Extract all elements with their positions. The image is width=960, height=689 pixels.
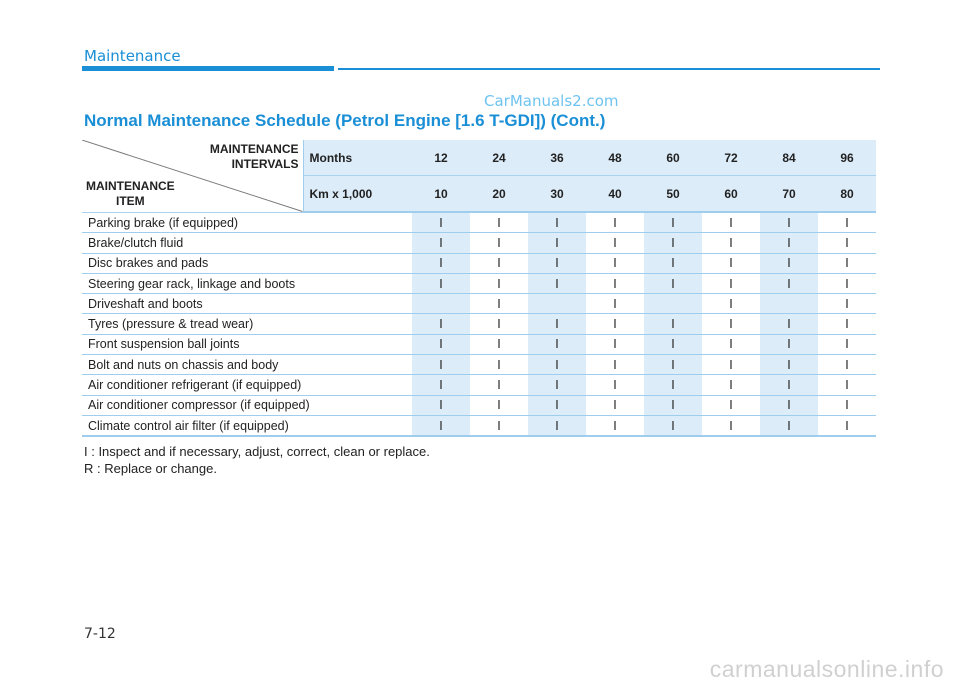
interval-cell: I — [412, 314, 470, 334]
page-number: 7-12 — [84, 626, 116, 642]
item-name-cell: Air conditioner compressor (if equipped) — [82, 395, 412, 415]
interval-cell: I — [760, 415, 818, 436]
maintenance-item-label: MAINTENANCE ITEM — [86, 178, 175, 208]
maintenance-schedule-table — [82, 140, 876, 437]
interval-cell: I — [586, 294, 644, 314]
interval-cell: I — [702, 415, 760, 436]
interval-cell: I — [644, 253, 702, 273]
interval-cell: I — [412, 233, 470, 253]
table-row — [82, 253, 876, 273]
interval-cell: I — [818, 233, 876, 253]
interval-cell: I — [702, 212, 760, 233]
interval-cell: I — [412, 334, 470, 354]
interval-cell: I — [412, 415, 470, 436]
interval-cell: I — [644, 212, 702, 233]
interval-cell: I — [470, 253, 528, 273]
item-name-cell: Brake/clutch fluid — [82, 233, 412, 253]
interval-cell: I — [818, 273, 876, 293]
interval-cell: I — [586, 375, 644, 395]
page-title: Normal Maintenance Schedule (Petrol Engine [1.6 T-GDI]) (Cont.) — [84, 111, 606, 130]
interval-cell: I — [818, 294, 876, 314]
interval-cell: I — [818, 395, 876, 415]
interval-cell: I — [702, 375, 760, 395]
item-name-cell: Steering gear rack, linkage and boots — [82, 273, 412, 293]
table-row — [82, 375, 876, 395]
interval-cell: I — [528, 314, 586, 334]
header-corner-cell — [82, 140, 303, 212]
interval-cell: I — [818, 415, 876, 436]
interval-cell: I — [702, 253, 760, 273]
item-name-cell: Disc brakes and pads — [82, 253, 412, 273]
table-row — [82, 212, 876, 233]
interval-cell: I — [586, 253, 644, 273]
km-cell: 50 — [644, 176, 702, 213]
interval-cell: I — [644, 233, 702, 253]
interval-cell: I — [702, 273, 760, 293]
item-name-cell: Tyres (pressure & tread wear) — [82, 314, 412, 334]
interval-cell: I — [470, 212, 528, 233]
interval-cell: I — [528, 273, 586, 293]
interval-cell: I — [760, 212, 818, 233]
months-cell: 60 — [644, 140, 702, 176]
item-name-cell: Air conditioner refrigerant (if equipped) — [82, 375, 412, 395]
interval-cell: I — [586, 395, 644, 415]
table-row — [82, 314, 876, 334]
interval-cell: I — [644, 355, 702, 375]
interval-cell: I — [760, 253, 818, 273]
km-label: Km x 1,000 — [303, 176, 412, 213]
months-cell: 12 — [412, 140, 470, 176]
interval-cell: I — [702, 314, 760, 334]
interval-cell: I — [470, 415, 528, 436]
months-row — [82, 140, 876, 176]
interval-cell: I — [644, 375, 702, 395]
interval-cell: I — [528, 415, 586, 436]
months-cell: 24 — [470, 140, 528, 176]
km-cell: 70 — [760, 176, 818, 213]
table-row — [82, 233, 876, 253]
interval-cell: I — [412, 253, 470, 273]
interval-cell: I — [702, 294, 760, 314]
interval-cell: I — [818, 375, 876, 395]
table-row — [82, 334, 876, 354]
interval-cell: I — [586, 212, 644, 233]
interval-cell: I — [470, 233, 528, 253]
interval-cell: I — [470, 355, 528, 375]
header-rule-thin — [338, 68, 880, 70]
interval-cell: I — [644, 273, 702, 293]
item-name-cell: Bolt and nuts on chassis and body — [82, 355, 412, 375]
interval-cell: I — [702, 395, 760, 415]
interval-cell: I — [586, 273, 644, 293]
interval-cell: I — [586, 233, 644, 253]
months-cell: 48 — [586, 140, 644, 176]
interval-cell: I — [586, 314, 644, 334]
interval-cell: I — [760, 273, 818, 293]
months-cell: 72 — [702, 140, 760, 176]
interval-cell: I — [702, 334, 760, 354]
interval-cell: I — [528, 334, 586, 354]
km-cell: 80 — [818, 176, 876, 213]
km-cell: 10 — [412, 176, 470, 213]
item-name-cell: Front suspension ball joints — [82, 334, 412, 354]
interval-cell: I — [644, 415, 702, 436]
item-name-cell: Driveshaft and boots — [82, 294, 412, 314]
interval-cell: I — [470, 273, 528, 293]
interval-cell: I — [702, 355, 760, 375]
interval-cell: I — [586, 415, 644, 436]
interval-cell: I — [818, 314, 876, 334]
interval-cell: I — [412, 395, 470, 415]
table-row — [82, 273, 876, 293]
interval-cell: I — [644, 395, 702, 415]
interval-cell: I — [818, 334, 876, 354]
interval-cell: I — [818, 355, 876, 375]
interval-cell: I — [528, 395, 586, 415]
interval-cell: I — [470, 395, 528, 415]
footer-watermark: carmanualsonline.info — [709, 656, 944, 682]
legend-replace-note: R : Replace or change. — [84, 461, 217, 476]
section-label: Maintenance — [84, 47, 181, 65]
interval-cell: I — [528, 233, 586, 253]
legend-inspect-note: I : Inspect and if necessary, adjust, correct, clean or replace. — [84, 444, 430, 459]
interval-cell: I — [470, 334, 528, 354]
interval-cell: I — [528, 375, 586, 395]
interval-cell: I — [586, 355, 644, 375]
interval-cell — [412, 294, 470, 314]
interval-cell: I — [760, 395, 818, 415]
interval-cell: I — [760, 355, 818, 375]
interval-cell: I — [818, 212, 876, 233]
months-cell: 36 — [528, 140, 586, 176]
header-rule-thick — [82, 66, 334, 71]
interval-cell: I — [412, 273, 470, 293]
table-row — [82, 294, 876, 314]
table-row — [82, 355, 876, 375]
interval-cell: I — [470, 314, 528, 334]
interval-cell: I — [760, 233, 818, 253]
km-cell: 20 — [470, 176, 528, 213]
interval-cell: I — [528, 355, 586, 375]
interval-cell: I — [702, 233, 760, 253]
interval-cell: I — [760, 314, 818, 334]
interval-cell — [528, 294, 586, 314]
table-row — [82, 395, 876, 415]
months-cell: 84 — [760, 140, 818, 176]
months-cell: 96 — [818, 140, 876, 176]
item-name-cell: Parking brake (if equipped) — [82, 212, 412, 233]
interval-cell — [644, 294, 702, 314]
months-label: Months — [303, 140, 412, 176]
interval-cell: I — [528, 212, 586, 233]
km-cell: 40 — [586, 176, 644, 213]
interval-cell — [760, 294, 818, 314]
item-name-cell: Climate control air filter (if equipped) — [82, 415, 412, 436]
interval-cell: I — [470, 375, 528, 395]
interval-cell: I — [412, 212, 470, 233]
interval-cell: I — [818, 253, 876, 273]
interval-cell: I — [760, 334, 818, 354]
interval-cell: I — [412, 355, 470, 375]
km-cell: 60 — [702, 176, 760, 213]
interval-cell: I — [412, 375, 470, 395]
watermark-carmanuals2: CarManuals2.com — [484, 92, 619, 110]
interval-cell: I — [644, 314, 702, 334]
km-cell: 30 — [528, 176, 586, 213]
interval-cell: I — [470, 294, 528, 314]
interval-cell: I — [644, 334, 702, 354]
maintenance-intervals-label: MAINTENANCE INTERVALS — [209, 142, 299, 171]
table-row — [82, 415, 876, 436]
schedule-body — [82, 212, 876, 436]
interval-cell: I — [760, 375, 818, 395]
interval-cell: I — [528, 253, 586, 273]
interval-cell: I — [586, 334, 644, 354]
